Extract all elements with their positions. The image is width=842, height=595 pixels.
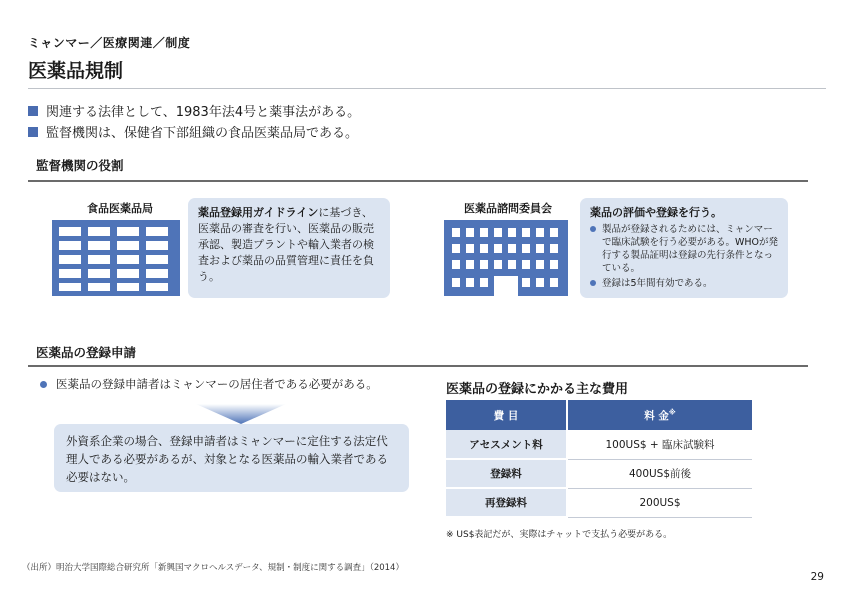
section-heading-authorities: 監督機関の役割 — [36, 158, 124, 173]
fee-item: 登録料 — [446, 459, 567, 488]
registration-detail-box — [54, 424, 409, 492]
bullet-dot-icon — [590, 280, 596, 286]
committee-name: 医薬品諮問委員会 — [464, 202, 552, 215]
square-bullet-icon — [28, 106, 38, 116]
table-row — [446, 488, 752, 517]
section-divider — [28, 365, 808, 367]
registration-detail-text: 外資系企業の場合、登録申請者はミャンマーに定住する法定代理人である必要があるが、対象となる医薬品の輸入業者である必要はない。 — [66, 434, 388, 484]
chevron-down-icon — [196, 404, 286, 426]
fda-role-callout — [188, 198, 390, 298]
section-heading-registration: 医薬品の登録申請 — [36, 345, 137, 360]
header-item: 費 目 — [446, 400, 567, 430]
committee-building-icon — [444, 220, 568, 296]
fda-building-icon — [52, 220, 180, 296]
committee-role-list — [590, 223, 778, 290]
fee-item: 再登録料 — [446, 488, 567, 517]
fda-name: 食品医薬品局 — [87, 202, 153, 215]
fee-amount: 100US$ + 臨床試験料 — [567, 430, 752, 459]
fee-amount: 400US$前後 — [567, 459, 752, 488]
intro-bullet-text: 関連する法律として、1983年法4号と薬事法がある。 — [46, 105, 361, 120]
committee-role-callout — [580, 198, 788, 298]
page-number: 29 — [810, 571, 824, 583]
footnote-mark: ※ — [668, 408, 676, 416]
fee-amount: 200US$ — [567, 488, 752, 517]
list-item: 登録は5年間有効である。 — [590, 277, 778, 290]
square-bullet-icon — [28, 127, 38, 137]
intro-bullet — [28, 100, 360, 121]
section-divider — [28, 180, 808, 182]
bullet-dot-icon — [40, 381, 47, 388]
fees-title: 医薬品の登録にかかる主な費用 — [446, 382, 629, 397]
fees-table — [446, 400, 752, 518]
registration-bullet — [40, 376, 378, 392]
fda-role-keyword: 薬品登録用ガイドライン — [198, 206, 319, 219]
page-title: 医薬品規制 — [28, 60, 124, 82]
fee-item: アセスメント料 — [446, 430, 567, 459]
title-divider — [28, 88, 826, 89]
table-row — [446, 430, 752, 459]
breadcrumb: ミャンマー／医療関連／制度 — [28, 36, 191, 50]
header-fee: 料 金※ — [567, 400, 752, 430]
intro-bullets — [28, 100, 360, 142]
fda-role-text: に基づき、医薬品の審査を行い、医薬品の販売承認、製造プラントや輸入業者の検査および薬品の品質管理に責任を負う。 — [198, 206, 374, 283]
list-item: 製品が登録されるためには、ミャンマーで臨床試験を行う必要がある。WHOが発行する製品証明は登録の先行条件となっている。 — [590, 223, 778, 275]
intro-bullet — [28, 121, 360, 142]
registration-bullet-text: 医薬品の登録申請者はミャンマーの居住者である必要がある。 — [56, 377, 378, 391]
fees-footnote: ※ US$表記だが、実際はチャットで支払う必要がある。 — [446, 530, 673, 540]
committee-role-heading: 薬品の評価や登録を行う。 — [590, 206, 722, 219]
intro-bullet-text: 監督機関は、保健省下部組織の食品医薬品局である。 — [46, 126, 359, 141]
source-note: （出所）明治大学国際総合研究所「新興国マクロヘルスデータ、規制・制度に関する調査」（2014） — [22, 563, 404, 573]
table-row — [446, 459, 752, 488]
table-header-row — [446, 400, 752, 430]
bullet-dot-icon — [590, 226, 596, 232]
